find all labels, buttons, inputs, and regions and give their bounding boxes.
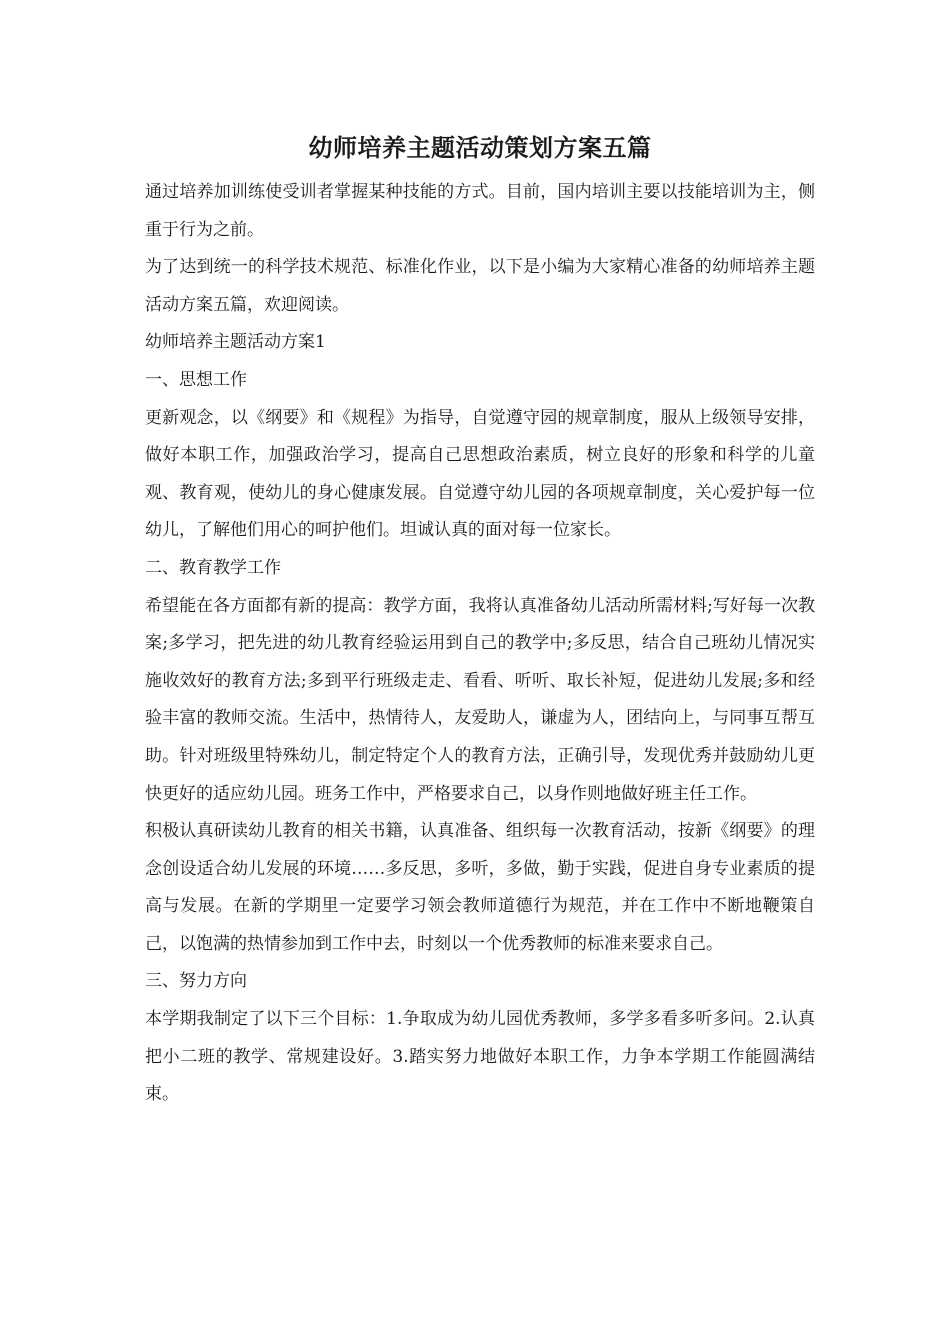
intro-paragraph-1: 通过培养加训练使受训者掌握某种技能的方式。目前，国内培训主要以技能培训为主，侧重于行为之前。 (145, 182, 815, 240)
ideology-paragraph: 更新观念，以《纲要》和《规程》为指导，自觉遵守园的规章制度，服从上级领导安排，做好本职工作，加强政治学习，提高自己思想政治素质，树立良好的形象和科学的儿童观、教育观，使幼儿的身心健康发展。自觉遵守幼儿园的各项规章制度，关心爱护每一位幼儿，了解他们用心的呵护他们。坦诚认真的面对每一位家长。 (145, 407, 815, 541)
teaching-paragraph-1: 希望能在各方面都有新的提高：教学方面，我将认真准备幼儿活动所需材料;写好每一次教案;多学习，把先进的幼儿教育经验运用到自己的教学中;多反思，结合自己班幼儿情况实施收效好的教育方法;多到平行班级走走、看看、听听、取长补短，促进幼儿发展;多和经验丰富的教师交流。生活中，热情待人，友爱助人，谦虚为人，团结向上，与同事互帮互助。针对班级里特殊幼儿，制定特定个人的教育方法，正确引导，发现优秀并鼓励幼儿更快更好的适应幼儿园。班务工作中，严格要求自己，以身作则地做好班主任工作。 (145, 595, 815, 804)
section-heading-teaching: 二、教育教学工作 (145, 557, 281, 578)
section-heading-goals: 三、努力方向 (145, 971, 247, 992)
teaching-paragraph-2: 积极认真研读幼儿教育的相关书籍，认真准备、组织每一次教育活动，按新《纲要》的理念创设适合幼儿发展的环境……多反思，多听，多做，勤于实践，促进自身专业素质的提高与发展。在新的学期里一定要学习领会教师道德行为规范，并在工作中不断地鞭策自己，以饱满的热情参加到工作中去，时刻以一个优秀教师的标准来要求自己。 (145, 821, 815, 954)
section-heading-ideology: 一、思想工作 (145, 369, 247, 390)
intro-paragraph-2: 为了达到统一的科学技术规范、标准化作业，以下是小编为大家精心准备的幼师培养主题活动方案五篇，欢迎阅读。 (145, 257, 815, 315)
goals-paragraph: 本学期我制定了以下三个目标：1.争取成为幼儿园优秀教师，多学多看多听多问。2.认真把小二班的教学、常规建设好。3.踏实努力地做好本职工作，力争本学期工作能圆满结束。 (145, 1009, 815, 1105)
document-page (145, 128, 815, 1114)
section-title-plan-1: 幼师培养主题活动方案1 (145, 332, 326, 353)
document-title: 幼师培养主题活动策划方案五篇 (308, 133, 652, 162)
